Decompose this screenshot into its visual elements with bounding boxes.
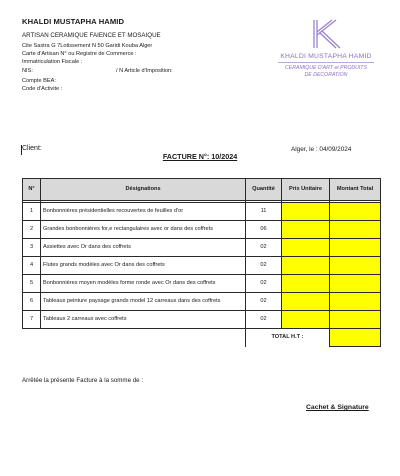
company-address: Cite Sastra G 7Lotissement N 50 Garidi Kouba Alger [22, 43, 153, 49]
row-total-amount [330, 203, 381, 221]
row-unit-price [282, 239, 330, 257]
row-designation: Bonbonnières présidentielles recouvertes de feuilles d'or [41, 203, 246, 221]
invoice-date: Alger, le : 04/09/2024 [291, 146, 352, 153]
row-unit-price [282, 311, 330, 329]
row-number: 7 [23, 311, 41, 329]
nis-line: NIS: / N Article d'Imposition: [22, 68, 173, 74]
company-name: KHALDI MUSTAPHA HAMID [22, 17, 125, 26]
logo-divider [278, 62, 374, 63]
invoice-items-table [22, 178, 381, 347]
table-row [23, 239, 381, 257]
k-monogram-icon [308, 18, 342, 50]
amount-in-words-label: Arrêtée la présente Facture à la somme de : [22, 377, 144, 384]
activity-code-line: Code d'Activite : [22, 86, 63, 92]
row-designation: Flutes grands modèles avec Or dans des coffrets [41, 257, 246, 275]
article-imposition-label: / N Article d'Imposition: [116, 68, 173, 74]
row-number: 4 [23, 257, 41, 275]
table-row [23, 221, 381, 239]
row-unit-price [282, 275, 330, 293]
total-ht-label: TOTAL H.T : [246, 329, 330, 347]
row-quantity: 02 [246, 257, 282, 275]
table-row [23, 275, 381, 293]
logo-company-name: KHALDI MUSTAPHA HAMID [280, 53, 372, 60]
row-total-amount [330, 275, 381, 293]
bank-account-line: Compte BEA: [22, 78, 56, 84]
row-total-amount [330, 221, 381, 239]
row-designation: Bonbonnières moyen modèles forme ronde avec Or dans des coffrets [41, 275, 246, 293]
row-number: 6 [23, 293, 41, 311]
header-total-amount: Montant Total [330, 179, 381, 201]
row-quantity: 02 [246, 293, 282, 311]
row-designation: Tableaux peinture paysage grands model 12 carreaux dans des coffrets [41, 293, 246, 311]
row-number: 3 [23, 239, 41, 257]
row-number: 5 [23, 275, 41, 293]
row-total-amount [330, 257, 381, 275]
fiscal-id-line: Immatriculation Fiscale : [22, 59, 83, 65]
header-number: N° [23, 179, 41, 201]
row-total-amount [330, 293, 381, 311]
row-unit-price [282, 203, 330, 221]
row-unit-price [282, 221, 330, 239]
row-total-amount [330, 311, 381, 329]
client-label: Client: [22, 145, 42, 152]
artisan-card-line: Carte d'Artisan N° ou Registre de Commerce : [22, 51, 137, 57]
header-designation: Désignations [41, 179, 246, 201]
invoice-title: FACTURE N°: 10/2024 [162, 152, 238, 161]
logo-tagline: CERAMIQUE D'ART et PRODUITS [285, 65, 367, 71]
company-activity: ARTISAN CERAMIQUE FAIENCE ET MOSAIQUE [22, 32, 161, 39]
row-unit-price [282, 257, 330, 275]
row-number: 2 [23, 221, 41, 239]
logo-tagline-2: DE DECORATION [304, 72, 348, 78]
total-row [23, 329, 381, 347]
total-ht-value [330, 329, 381, 347]
row-unit-price [282, 293, 330, 311]
row-total-amount [330, 239, 381, 257]
table-row [23, 293, 381, 311]
row-quantity: 06 [246, 221, 282, 239]
row-quantity: 02 [246, 311, 282, 329]
row-number: 1 [23, 203, 41, 221]
company-logo [270, 18, 382, 98]
table-row [23, 311, 381, 329]
header-unit-price: Prix Unitaire [282, 179, 330, 201]
row-designation: Tableaux 2 carreaux avec coffrets [41, 311, 246, 329]
stamp-signature-label: Cachet & Signature [306, 404, 369, 411]
table-row [23, 203, 381, 221]
row-quantity: 02 [246, 239, 282, 257]
row-quantity: 11 [246, 203, 282, 221]
row-quantity: 02 [246, 275, 282, 293]
row-designation: Grandes bonbonnières for,e rectangulaires avec or dans des coffrets [41, 221, 246, 239]
table-row [23, 257, 381, 275]
header-quantity: Quantité [246, 179, 282, 201]
table-header-row [23, 179, 381, 201]
row-designation: Assiettes avec Or dans des coffrets [41, 239, 246, 257]
